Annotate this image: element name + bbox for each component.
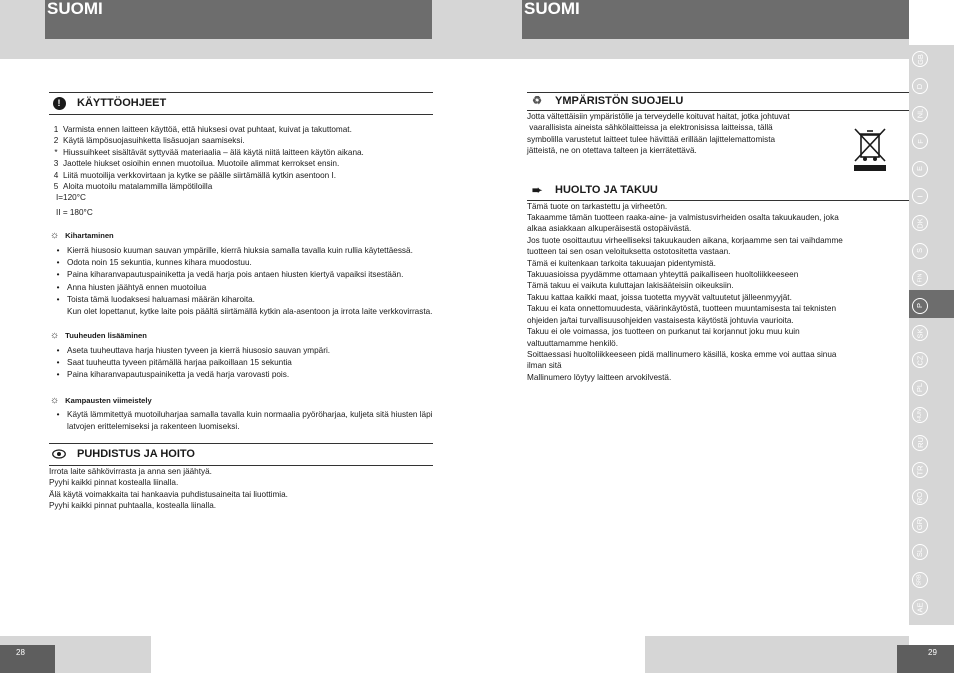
language-tab-pl[interactable]: PL bbox=[912, 380, 928, 396]
language-tab-ro[interactable]: RO bbox=[912, 489, 928, 505]
list-item: • Toista tämä luodaksesi haluamasi määrän kiharoita. bbox=[56, 295, 255, 305]
crossed-out-bin-icon bbox=[852, 126, 888, 172]
step-item: 2 Käytä lämpösuojasuihketta lisäsuojan saamiseksi. bbox=[53, 136, 245, 146]
instructions-heading bbox=[49, 92, 433, 115]
language-tab-sl[interactable]: SL bbox=[912, 544, 928, 560]
list-item: • Anna hiusten jäähtyä ennen muotoilua bbox=[56, 282, 207, 292]
list-item: • Käytä lämmitettyä muotoiluharjaa samalla tavalla kuin normaalia pyöröharjaa, kuljeta sitä hiusten läpi latvojen erittelemiseksi ja rakenteen luomiseksi. bbox=[56, 410, 433, 431]
left-column bbox=[49, 92, 433, 512]
list-item: • Odota noin 15 sekuntia, kunnes kihara muodostuu. bbox=[56, 258, 252, 268]
temperature-2: II = 180°C bbox=[56, 207, 93, 217]
language-tab-i[interactable]: I bbox=[912, 188, 928, 204]
language-tab-dk[interactable]: DK bbox=[912, 215, 928, 231]
language-tab-ae[interactable]: AE bbox=[912, 599, 928, 615]
step-item: 5 Aloita muotoilu matalammilla lämpötiloilla bbox=[53, 182, 213, 192]
environment-title: YMPÄRISTÖN SUOJELU bbox=[555, 94, 684, 107]
warning-icon: ! bbox=[51, 96, 67, 112]
warranty-title: HUOLTO JA TAKUU bbox=[555, 184, 658, 197]
step-item: 1 Varmista ennen laitteen käyttöä, että hiuksesi ovat puhtaat, kuivat ja takuttomat. bbox=[53, 125, 352, 134]
sun-icon: ☼ bbox=[50, 330, 60, 342]
list-note: Kun olet lopettanut, kytke laite pois päältä siirtämällä kytkin ala-asentoon ja irrota laite verkkovirrasta. bbox=[67, 306, 433, 316]
warranty-heading bbox=[527, 183, 909, 201]
language-tab-s[interactable]: S bbox=[912, 243, 928, 259]
language-tab-nl[interactable]: NL bbox=[912, 106, 928, 122]
instructions-title: KÄYTTÖOHJEET bbox=[77, 96, 167, 109]
subsection-heading: ☼ Tuuheuden lisääminen bbox=[50, 330, 147, 342]
language-tab-sk[interactable]: SK bbox=[912, 325, 928, 341]
language-tab-f[interactable]: F bbox=[912, 133, 928, 149]
language-tab-hun[interactable]: HUN bbox=[912, 407, 928, 423]
list-item: • Saat tuuheutta tyveen pitämällä harjaa paikoillaan 15 sekuntia bbox=[56, 357, 292, 367]
environment-text: Jotta vältettäisiin ympäristölle ja terveydelle koituvat haitat, jotka johtuvat vaarallisista aineista sähkölaitteissa ja elektronisissa laitteissa, tällä symbolilla varustetut laitteet tulee hävittää erillään lajittelemattomista jätteistä, ne on otettava talteen ja kierrätettävä. bbox=[527, 112, 790, 156]
subsection-heading: ☼ Kampausten viimeistely bbox=[50, 394, 152, 406]
language-tab-d[interactable]: D bbox=[912, 78, 928, 94]
language-tab-gr[interactable]: GR bbox=[912, 517, 928, 533]
language-tab-srb[interactable]: SRB bbox=[912, 572, 928, 588]
language-tab-gb[interactable]: GB bbox=[912, 51, 928, 67]
language-tab-tr[interactable]: TR bbox=[912, 462, 928, 478]
step-item: 3 Jaottele hiukset osioihin ennen muotoilua. Muotoile alimmat kerrokset ensin. bbox=[53, 159, 340, 169]
list-item: • Kierrä hiusosio kuuman sauvan ympärille, kierrä hiuksia samalla tavalla kuin rullia käytettäessä. bbox=[56, 245, 413, 255]
language-tab-ru[interactable]: RU bbox=[912, 435, 928, 451]
sun-icon: ☼ bbox=[50, 394, 60, 406]
language-tab-cz[interactable]: CZ bbox=[912, 352, 928, 368]
warranty-text: Tämä tuote on tarkastettu ja virheetön. Takaamme tämän tuotteen raaka-aine- ja valmistusvirheiden osalta takuukauden, joka alkaa asiakkaan alkuperäisestä ostopäivästä. Jos tuote osoittautuu virheelliseksi takuukauden aikana, korjaamme sen tai vaihdamme tuotteen tai sen osan veloituksetta ostotositetta vastaan. Tämä ei kuitenkaan tarkoita takuuajan pidentymistä. Takuuasioissa pyydämme ottamaan yhteyttä paikalliseen huoltoliikkeeseen Tämä takuu ei vaikuta kuluttajan lakisääteisiin oikeuksiin. Takuu kattaa kaikki maat, joissa tuotetta myyvät valtuutetut jälleenmyyjät. Takuu ei kata onnettomuudesta, väärinkäytöstä, tuotteen muuntamisesta tai teknisten ohjeiden ja/tai turvallisuusohjeiden vastaisesta käytöstä johtuvia vaurioita. Takuu ei ole voimassa, jos tuotteen on purkanut tai korjannut joku muu kuin valtuuttamamme henkilö. Soittaessasi huoltoliikkeeseen pidä mallinumero käsillä, koska emme voi auttaa sinua ilman sitä Mallinumero löytyy laitteen arvokilvestä. bbox=[527, 201, 843, 382]
step-item: 4 Liitä muotoilija verkkovirtaan ja kytke se päälle siirtämällä kytkin asentoon I. bbox=[53, 170, 337, 180]
cleaning-heading bbox=[49, 443, 433, 466]
step-item: * Hiussuihkeet sisältävät syttyvää materiaalia – älä käytä niitä laitteen käytön aikana. bbox=[54, 147, 364, 157]
cleaning-text: Irrota laite sähkövirrasta ja anna sen jäähtyä. Pyyhi kaikki pinnat kostealla liinalla. Älä käytä voimakkaita tai hankaavia puhdistusaineita tai liuottimia. Pyyhi kaikki pinnat puhtaalla, kostealla liinalla. bbox=[49, 466, 288, 511]
page-number-right: 29 bbox=[897, 645, 954, 673]
arrow-right-icon: ➨ bbox=[531, 183, 543, 198]
recycle-icon: ♻ bbox=[532, 94, 542, 107]
list-item: • Paina kiharanvapautuspainiketta ja vedä harja varovasti pois. bbox=[56, 370, 290, 380]
sun-icon: ☼ bbox=[50, 230, 60, 242]
temperature-1: I=120°C bbox=[56, 193, 86, 203]
page-number-left: 28 bbox=[0, 645, 55, 673]
page-title-right: SUOMI bbox=[522, 0, 909, 39]
footer-band-right bbox=[645, 636, 909, 673]
environment-heading bbox=[527, 92, 909, 111]
subsection-heading: ☼ Kihartaminen bbox=[50, 230, 114, 242]
language-tab-e[interactable]: E bbox=[912, 161, 928, 177]
page-title-left: SUOMI bbox=[45, 0, 432, 39]
instructions-steps bbox=[49, 124, 433, 218]
language-tab-p[interactable]: P bbox=[912, 298, 928, 314]
list-item: • Aseta tuuheuttava harja hiusten tyveen ja kierrä hiusosio sauvan ympäri. bbox=[56, 345, 331, 355]
cleaning-title: PUHDISTUS JA HOITO bbox=[77, 447, 195, 460]
list-item: • Paina kiharanvapautuspainiketta ja vedä harja pois antaen hiusten kiertyä vapaiksi itsestään. bbox=[56, 270, 404, 280]
eye-icon bbox=[51, 446, 67, 462]
language-tab-fin[interactable]: FIN bbox=[912, 270, 928, 286]
